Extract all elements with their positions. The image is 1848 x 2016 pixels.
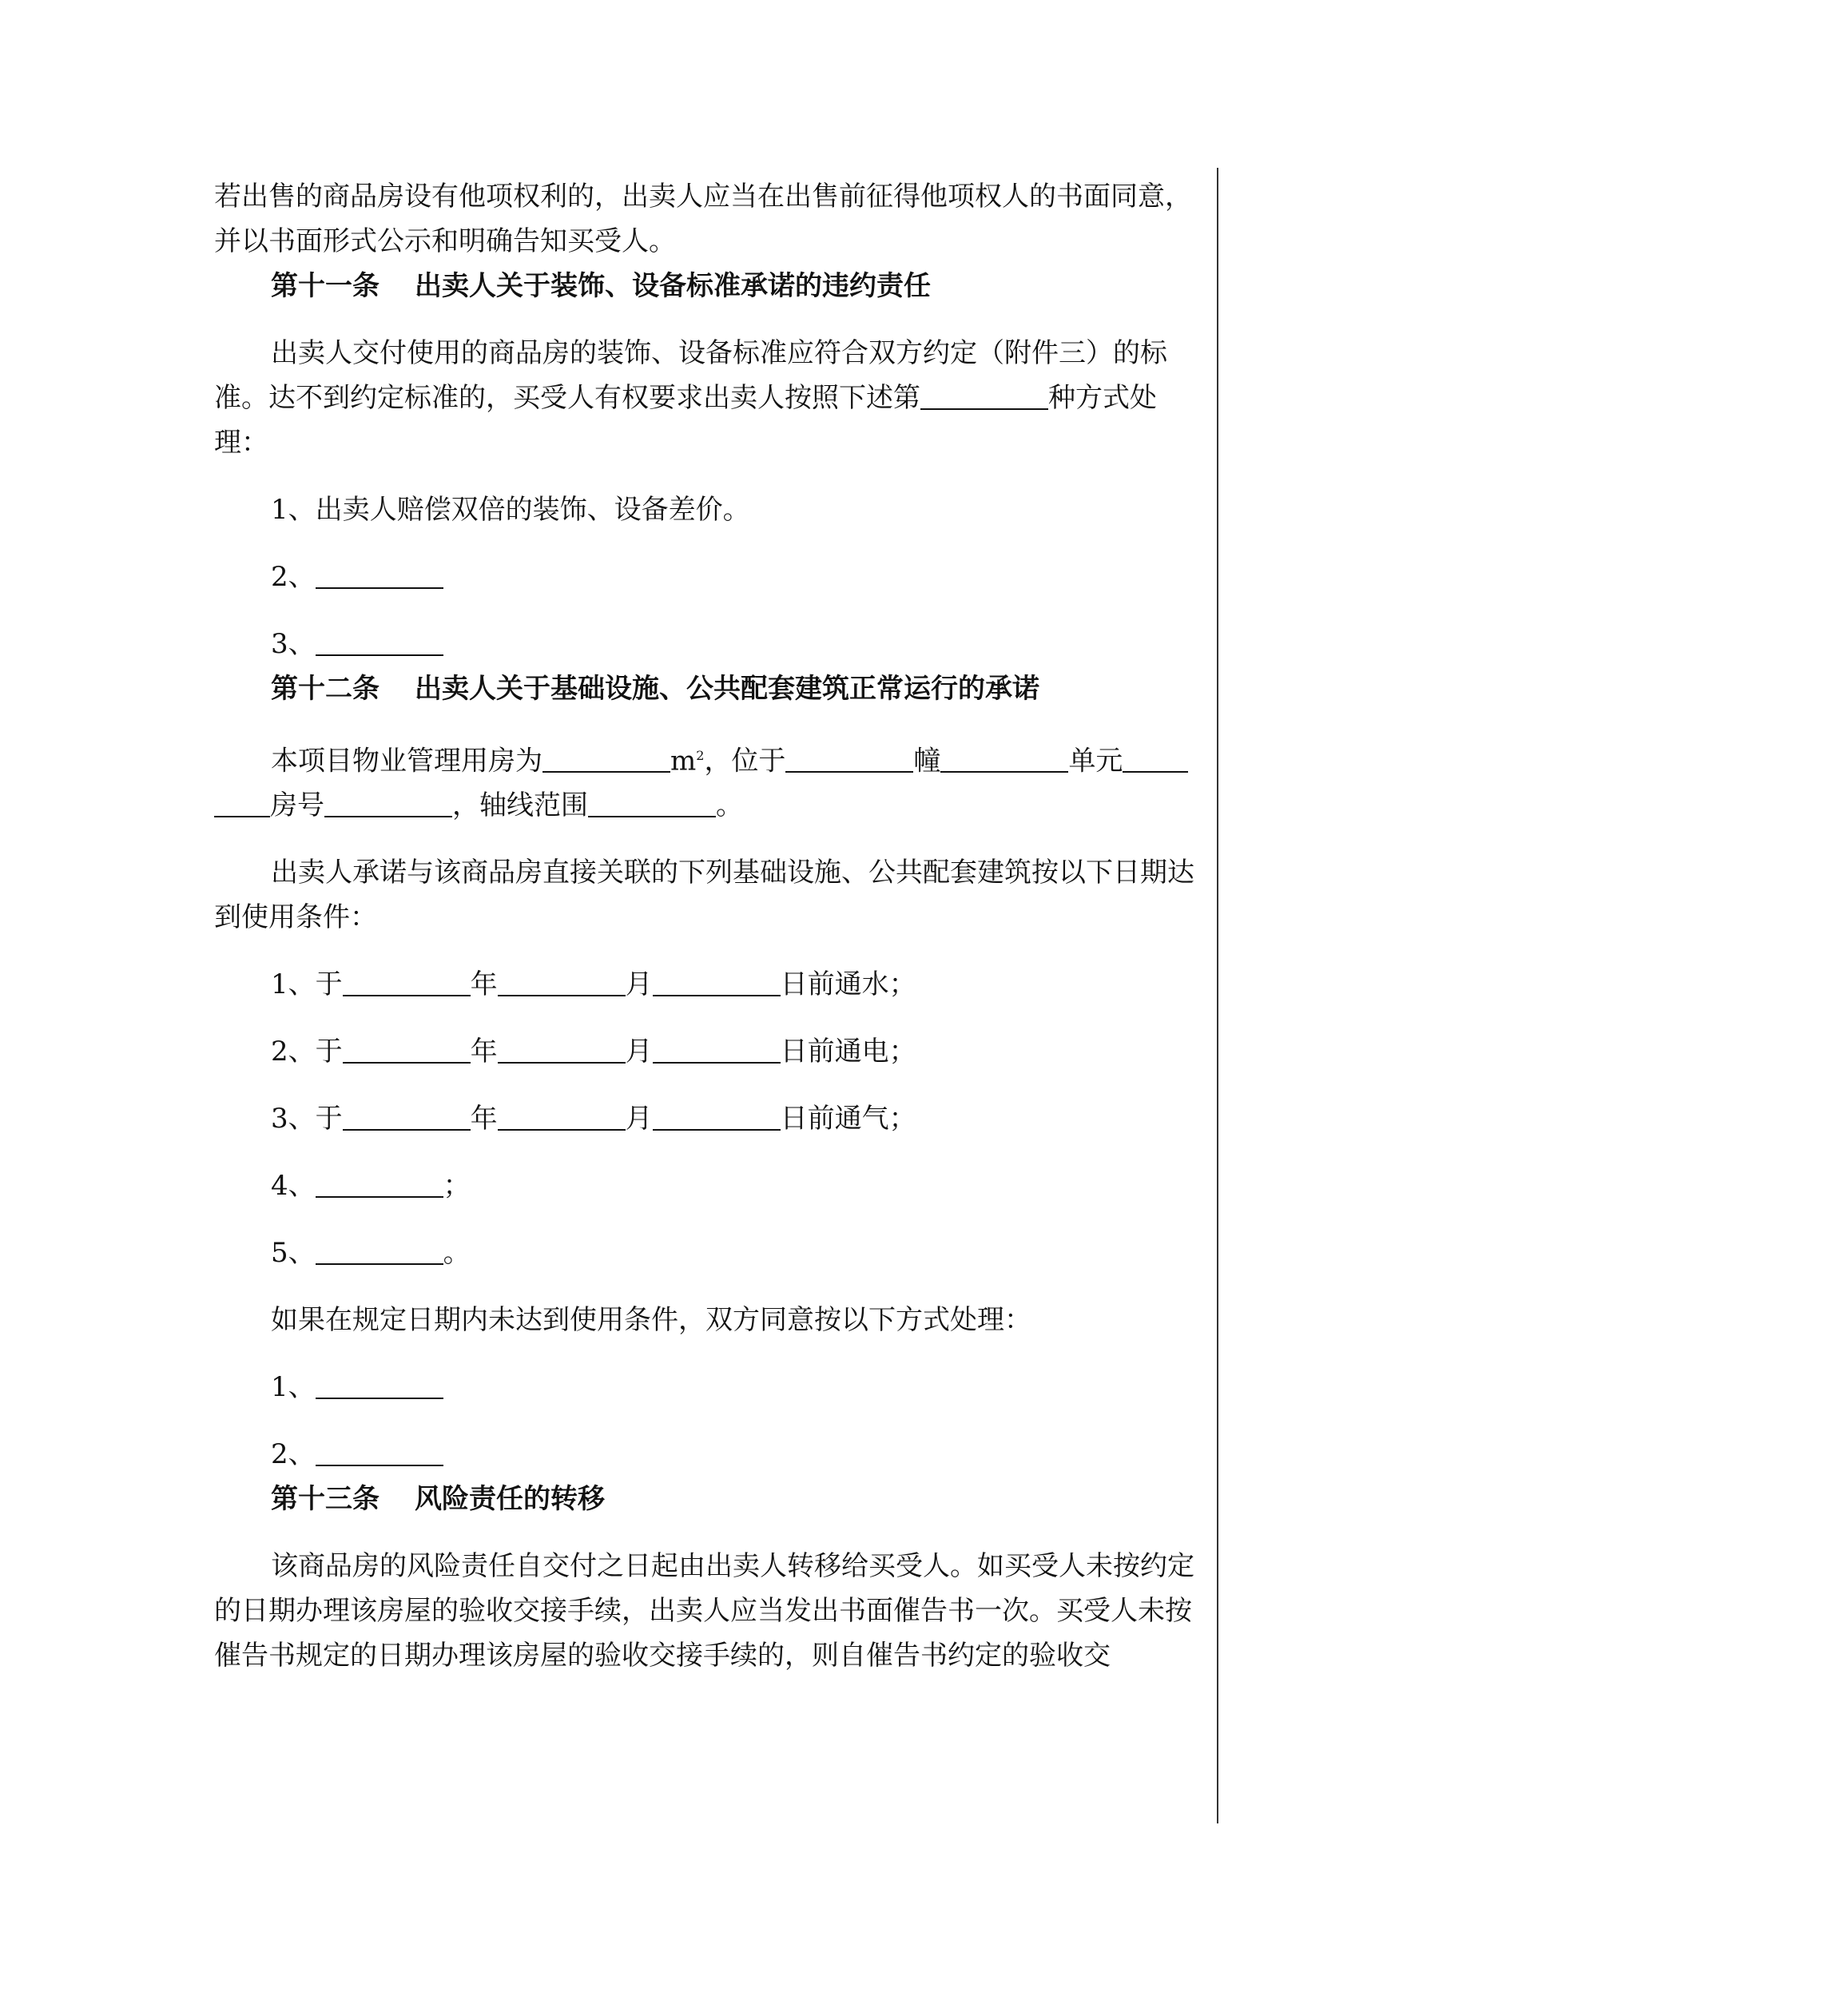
body-text: 。 <box>716 789 743 822</box>
list-item <box>214 1163 1205 1208</box>
month-label: 月 <box>625 1103 653 1135</box>
room-field-part2[interactable] <box>214 784 270 817</box>
margin-rule <box>1217 168 1218 1823</box>
day-field[interactable] <box>653 963 781 996</box>
list-item <box>214 1365 1205 1410</box>
article-13-body <box>214 1544 1205 1678</box>
day-label: 日前通电； <box>780 1036 916 1068</box>
month-label: 月 <box>625 968 653 1001</box>
contract-page <box>214 174 1205 1678</box>
month-field[interactable] <box>498 1097 626 1131</box>
body-text: 幢 <box>913 745 941 777</box>
list-item-number: 2、 <box>271 561 316 593</box>
year-label: 年 <box>470 1103 498 1135</box>
article-11-body <box>214 331 1205 465</box>
body-text: 出卖人交付使用的商品房的装饰、设备标准应符合双方约定（附件三）的标准。达不到约定标准的，买受人有权要求出卖人按照下述第 <box>214 337 1167 414</box>
list-item <box>214 555 1205 599</box>
article-number: 第十二条 <box>271 673 380 705</box>
room-field-part1[interactable] <box>1123 739 1188 773</box>
date-item-gas <box>214 1096 1205 1141</box>
day-field[interactable] <box>653 1097 781 1131</box>
unit-text: m <box>670 745 697 777</box>
day-label: 日前通水； <box>780 968 916 1001</box>
list-item-number: 2、于 <box>271 1036 343 1068</box>
list-item-number: 1、于 <box>271 968 343 1001</box>
axis-range-field[interactable] <box>588 784 716 817</box>
blank-field[interactable] <box>316 1231 443 1265</box>
property-room-paragraph <box>214 734 1205 828</box>
year-field[interactable] <box>343 1097 471 1131</box>
body-text: 单元 <box>1068 745 1123 777</box>
paragraph-text: 若出售的商品房设有他项权利的，出卖人应当在出售前征得他项权人的书面同意， <box>214 181 1192 213</box>
article-title: 出卖人关于基础设施、公共配套建筑正常运行的承诺 <box>415 673 1039 705</box>
list-item-text: 1、出卖人赔偿双倍的装饰、设备差价。 <box>271 494 750 526</box>
month-field[interactable] <box>498 1030 626 1064</box>
unit-superscript: 2 <box>696 748 705 763</box>
punctuation: 。 <box>443 1237 471 1270</box>
body-text: ，轴线范围 <box>452 789 588 822</box>
unit-field[interactable] <box>940 739 1068 773</box>
article-12-heading <box>214 666 1205 711</box>
blank-field[interactable] <box>316 1433 443 1466</box>
month-field[interactable] <box>498 963 626 996</box>
blank-field[interactable] <box>316 555 443 589</box>
date-item-water <box>214 962 1205 1007</box>
list-item <box>214 1231 1205 1275</box>
article-number: 第十一条 <box>271 270 380 302</box>
list-item-number: 4、 <box>271 1170 316 1203</box>
punctuation: ； <box>443 1170 471 1203</box>
blank-field[interactable] <box>316 1164 443 1198</box>
failure-paragraph <box>214 1298 1205 1342</box>
list-item-number: 3、于 <box>271 1103 343 1135</box>
body-text: 本项目物业管理用房为 <box>271 745 542 777</box>
paragraph-top <box>214 174 1205 264</box>
article-13-heading <box>214 1477 1205 1521</box>
blank-field[interactable] <box>920 376 1048 410</box>
body-text: 房号 <box>270 789 324 822</box>
building-field[interactable] <box>785 739 913 773</box>
list-item-number: 5、 <box>271 1237 316 1270</box>
article-number: 第十三条 <box>271 1483 380 1516</box>
blank-field[interactable] <box>316 1366 443 1399</box>
paragraph-text: 并以书面形式公示和明确告知买受人。 <box>214 225 676 257</box>
list-item <box>214 622 1205 666</box>
body-text: 如果在规定日期内未达到使用条件，双方同意按以下方式处理： <box>271 1304 1031 1337</box>
article-title: 风险责任的转移 <box>415 1483 605 1516</box>
list-item-number: 3、 <box>271 628 316 660</box>
list-item <box>214 1432 1205 1477</box>
list-item-number: 2、 <box>271 1438 316 1471</box>
list-item-number: 1、 <box>271 1371 316 1404</box>
article-title: 出卖人关于装饰、设备标准承诺的违约责任 <box>415 270 931 302</box>
body-text: 该商品房的风险责任自交付之日起由出卖人转移给买受人。如买受人未按约定的日期办理该房屋的验收交接手续，出卖人应当发出书面催告书一次。买受人未按催告书规定的日期办理该房屋的验收交接手续的，则自催告书约定的验收交 <box>214 1550 1194 1672</box>
day-label: 日前通气； <box>780 1103 916 1135</box>
month-label: 月 <box>625 1036 653 1068</box>
area-field[interactable] <box>542 739 670 773</box>
body-text: 种方式处理： <box>214 382 1157 459</box>
day-field[interactable] <box>653 1030 781 1064</box>
body-text: ，位于 <box>704 745 786 777</box>
year-label: 年 <box>470 968 498 1001</box>
article-11-heading <box>214 264 1205 308</box>
blank-field[interactable] <box>316 622 443 656</box>
list-item <box>214 487 1205 532</box>
year-field[interactable] <box>343 963 471 996</box>
year-field[interactable] <box>343 1030 471 1064</box>
room-number-field[interactable] <box>324 784 452 817</box>
date-item-electricity <box>214 1029 1205 1074</box>
year-label: 年 <box>470 1036 498 1068</box>
body-text: 出卖人承诺与该商品房直接关联的下列基础设施、公共配套建筑按以下日期达到使用条件： <box>214 857 1194 934</box>
commitment-paragraph <box>214 850 1205 940</box>
